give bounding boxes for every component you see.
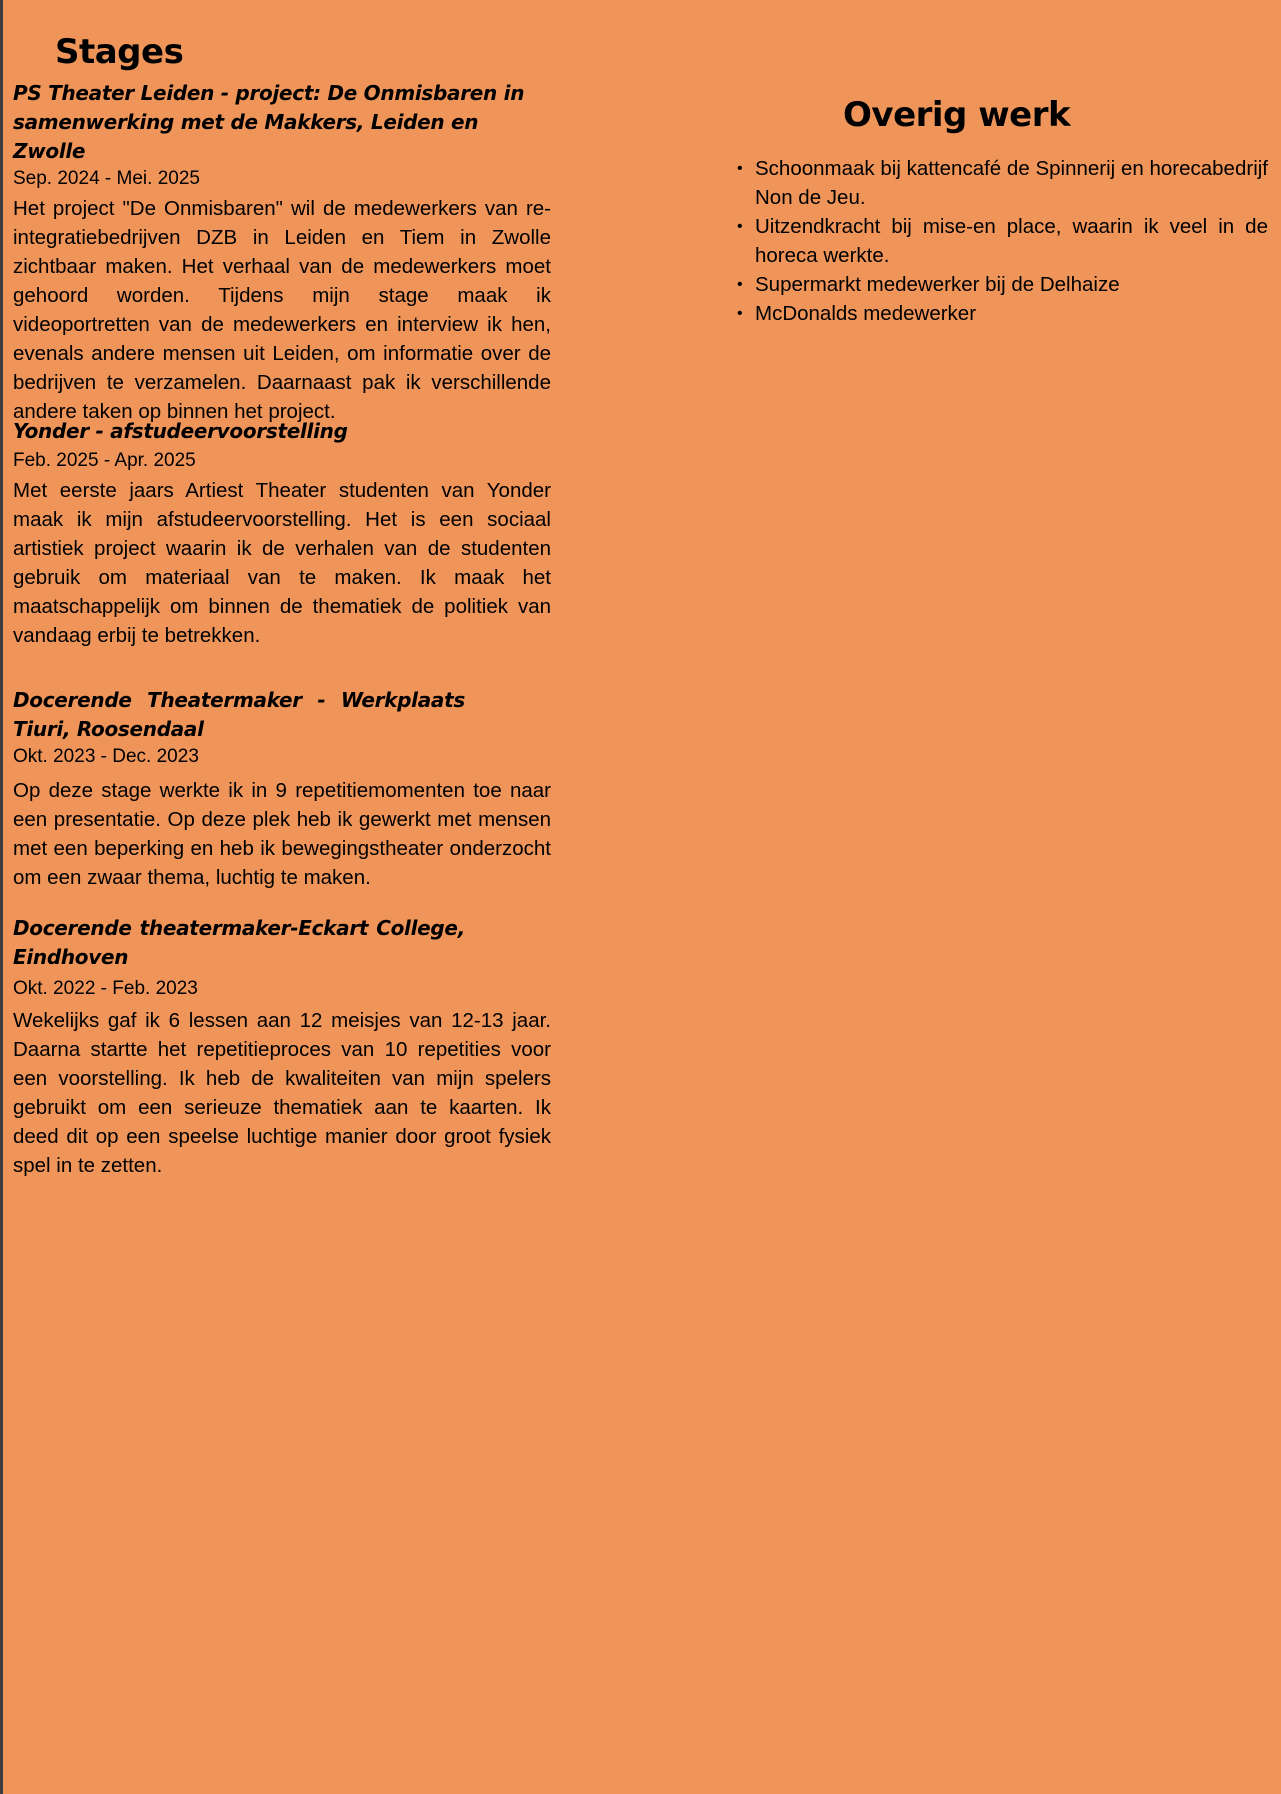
bullet-icon: • bbox=[737, 218, 743, 235]
stage-entry-title: Docerende Theatermaker - Werkplaats Tiuri, Roosendaal bbox=[13, 688, 465, 741]
stage-entry-date: Okt. 2023 - Dec. 2023 bbox=[13, 746, 199, 767]
stages-heading: Stages bbox=[55, 32, 184, 72]
stage-entry-yonder bbox=[13, 417, 551, 650]
list-item-text: Supermarkt medewerker bij de Delhaize bbox=[755, 273, 1120, 296]
stage-entry-text: Op deze stage werkte ik in 9 repetitiemomenten toe naar een presentatie. Op deze plek heb ik gewerkt met mensen met een beperking en heb ik bewegingstheater onderzocht om een zwaar thema, luchtig te maken. bbox=[13, 779, 551, 889]
list-item-text: Uitzendkracht bij mise-en place, waarin ik veel in de horeca werkte. bbox=[755, 215, 1268, 267]
stage-entry-ps-theater bbox=[13, 79, 551, 426]
stage-entry-tiuri bbox=[13, 686, 551, 892]
overig-werk-heading: Overig werk bbox=[843, 95, 1071, 135]
stage-entry-title: PS Theater Leiden - project: De Onmisbaren in samenwerking met de Makkers, Leiden en Zwolle bbox=[13, 81, 525, 163]
bullet-icon: • bbox=[737, 160, 743, 177]
stage-entry-date: Feb. 2025 - Apr. 2025 bbox=[13, 450, 196, 471]
list-item bbox=[737, 299, 1268, 328]
stage-entry-title: Yonder - afstudeervoorstelling bbox=[13, 419, 348, 443]
stage-entry-text: Met eerste jaars Artiest Theater studenten van Yonder maak ik mijn afstudeervoorstelling. Het is een sociaal artistiek project waarin ik de verhalen van de studenten gebruik om materiaal van te maken. Ik maak het maatschappelijk om binnen de thematiek de politiek van vandaag erbij te betrekken. bbox=[13, 479, 551, 647]
list-item bbox=[737, 212, 1268, 270]
stage-entry-title: Docerende theatermaker-Eckart College, Eindhoven bbox=[13, 916, 465, 969]
left-border bbox=[0, 0, 3, 1794]
stage-entry-text: Wekelijks gaf ik 6 lessen aan 12 meisjes van 12-13 jaar. Daarna startte het repetitieproces van 10 repetities voor een voorstelling. Ik heb de kwaliteiten van mijn spelers gebruikt om een serieuze thematiek aan te kaarten. Ik deed dit op een speelse luchtige manier door groot fysiek spel in te zetten. bbox=[13, 1009, 551, 1177]
bullet-icon: • bbox=[737, 276, 743, 293]
bullet-icon: • bbox=[737, 305, 743, 322]
list-item-text: McDonalds medewerker bbox=[755, 302, 977, 325]
stage-entry-date: Okt. 2022 - Feb. 2023 bbox=[13, 978, 198, 999]
stage-entry-eckart bbox=[13, 914, 551, 1180]
stage-entry-date: Sep. 2024 - Mei. 2025 bbox=[13, 168, 200, 189]
list-item-text: Schoonmaak bij kattencafé de Spinnerij en horecabedrijf Non de Jeu. bbox=[755, 157, 1268, 209]
list-item bbox=[737, 270, 1268, 299]
stage-entry-text: Het project "De Onmisbaren" wil de medewerkers van re-integratiebedrijven DZB in Leiden en Tiem in Zwolle zichtbaar maken. Het verhaal van de medewerkers moet gehoord worden. Tijdens mijn stage maak ik videoportretten van de medewerkers en interview ik hen, evenals andere mensen uit Leiden, om informatie over de bedrijven te verzamelen. Daarnaast pak ik verschillende andere taken op binnen het project. bbox=[13, 197, 551, 423]
overig-werk-list bbox=[728, 154, 1268, 328]
list-item bbox=[737, 154, 1268, 212]
